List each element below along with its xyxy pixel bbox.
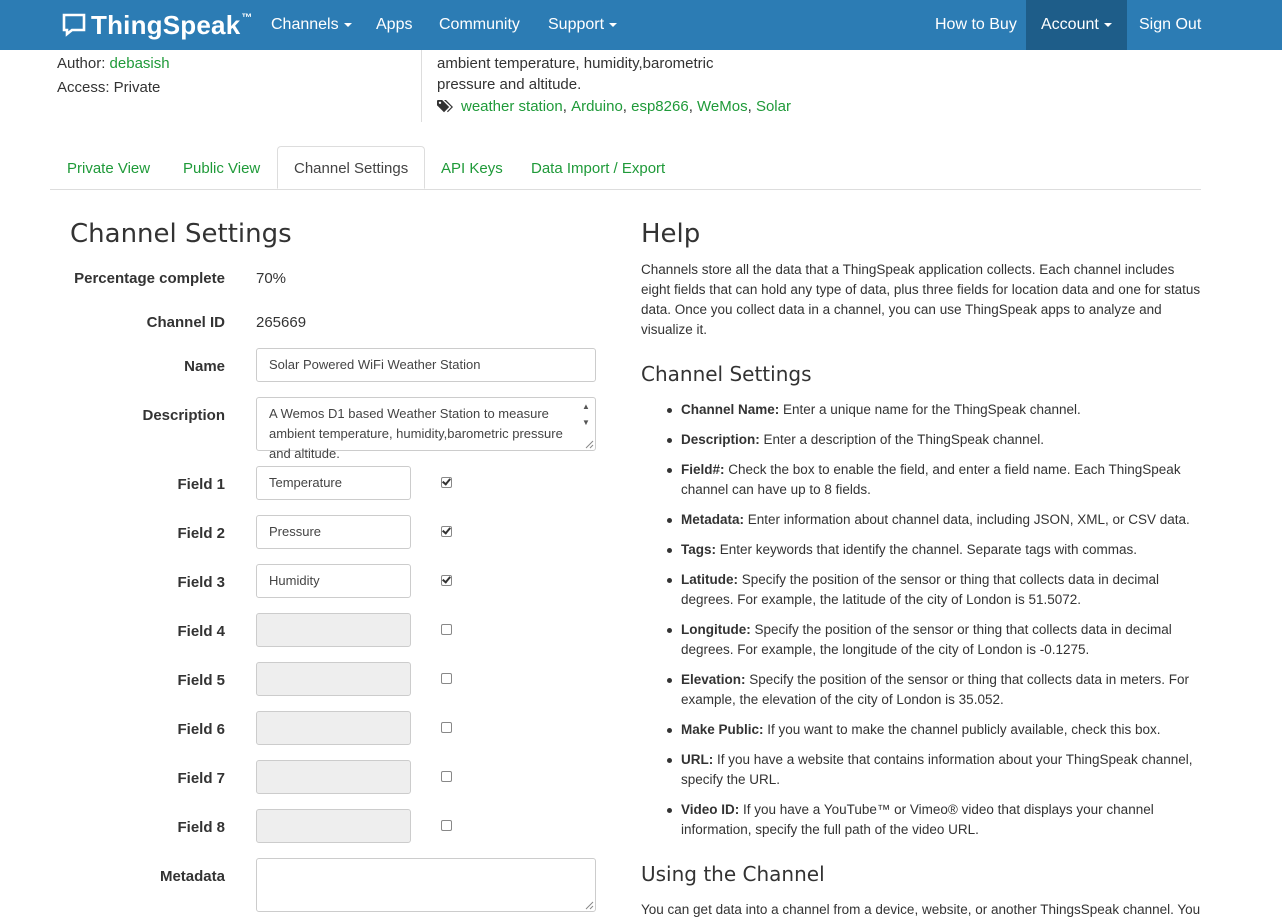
help-using-text: You can get data into a channel from a device, website, or another ThingsSpeak channel. You	[641, 902, 1201, 917]
tab-api-keys[interactable]: API Keys	[441, 160, 503, 177]
field-1-input[interactable]: Temperature	[256, 466, 411, 500]
nav-community[interactable]	[439, 0, 520, 50]
metadata-textarea[interactable]	[256, 858, 596, 912]
channel-id-label: Channel ID	[146, 314, 225, 331]
author-line	[57, 55, 170, 72]
name-input[interactable]: Solar Powered WiFi Weather Station	[256, 348, 596, 382]
help-intro: Channels store all the data that a ThingSpeak application collects. Each channel includes eight fields that can hold any type of data, plus three fields for location data and one for status data. Once you collect data in a channel, you can use ThingSpeak apps to analyze and visualize it.	[641, 262, 1201, 337]
tab-private-view[interactable]: Private View	[67, 160, 151, 177]
channel-id-value: 265669	[256, 314, 307, 331]
field-7-checkbox[interactable]	[441, 771, 452, 782]
field-6-input[interactable]	[256, 711, 411, 745]
channel-description-line-2: pressure and altitude.	[437, 76, 582, 93]
name-label: Name	[184, 358, 225, 375]
field-6-checkbox[interactable]	[441, 722, 452, 733]
list-item: Make Public: If you want to make the channel publicly available, check this box.	[681, 720, 1201, 740]
list-item: Tags: Enter keywords that identify the channel. Separate tags with commas.	[681, 540, 1201, 560]
tab-data-import-export[interactable]: Data Import / Export	[531, 160, 666, 177]
field-8-input[interactable]	[256, 809, 411, 843]
top-navbar	[0, 0, 1282, 50]
nav-sign-out[interactable]	[1139, 0, 1201, 50]
nav-sign-out-label: Sign Out	[1139, 16, 1202, 33]
field-1-checkbox[interactable]	[441, 477, 452, 488]
resize-handle-icon[interactable]	[585, 901, 593, 909]
nav-account[interactable]	[1026, 0, 1127, 50]
list-item: Channel Name: Enter a unique name for the ThingSpeak channel.	[681, 400, 1201, 420]
field-2-label: Field 2	[177, 525, 225, 542]
list-item: Description: Enter a description of the ThingSpeak channel.	[681, 430, 1201, 450]
metadata-label: Metadata	[159, 868, 225, 885]
checkmark-icon	[442, 525, 451, 534]
tag-arduino[interactable]: Arduino	[571, 98, 623, 115]
tab-public-view[interactable]: Public View	[183, 160, 261, 177]
field-5-label: Field 5	[177, 672, 225, 689]
field-5-checkbox[interactable]	[441, 673, 452, 684]
field-7-input[interactable]	[256, 760, 411, 794]
author-label: Author:	[57, 55, 106, 72]
description-text: A Wemos D1 based Weather Station to measure ambient temperature, humidity,barometric pressure and altitude.	[269, 406, 563, 461]
settings-title: Channel Settings	[70, 219, 292, 249]
field-3-input[interactable]: Humidity	[256, 564, 411, 598]
help-title: Help	[641, 219, 701, 249]
field-8-label: Field 8	[177, 819, 225, 836]
channel-description-line-1: ambient temperature, humidity,barometric	[437, 55, 714, 72]
checkmark-icon	[442, 476, 451, 485]
tags-icon	[437, 99, 455, 114]
nav-support-label: Support	[548, 16, 605, 33]
field-1-label: Field 1	[177, 476, 225, 493]
nav-account-label: Account	[1041, 16, 1099, 33]
nav-support[interactable]	[548, 0, 617, 50]
field-3-checkbox[interactable]	[441, 575, 452, 586]
tag-wemos[interactable]: WeMos	[697, 98, 748, 115]
nav-apps-label: Apps	[376, 16, 413, 33]
access-line: Access: Private	[57, 79, 161, 96]
tag-esp8266[interactable]: esp8266	[631, 98, 689, 115]
scroll-up-icon[interactable]: ▲	[582, 402, 590, 411]
brand-trademark: ™	[241, 12, 253, 24]
help-settings-title: Channel Settings	[641, 362, 812, 386]
field-6-label: Field 6	[177, 721, 225, 738]
field-4-input[interactable]	[256, 613, 411, 647]
field-7-label: Field 7	[177, 770, 225, 787]
nav-channels-label: Channels	[271, 16, 339, 33]
author-link[interactable]: debasish	[109, 55, 170, 72]
field-3-label: Field 3	[177, 574, 225, 591]
list-item: URL: If you have a website that contains information about your ThingSpeak channel, specify the URL.	[681, 750, 1201, 790]
percentage-label: Percentage complete	[74, 270, 225, 287]
list-item: Elevation: Specify the position of the sensor or thing that collects data in meters. For example, the elevation of the city of London is 35.052.	[681, 670, 1201, 710]
nav-channels[interactable]	[271, 0, 352, 50]
caret-down-icon	[344, 23, 352, 27]
help-settings-list	[641, 400, 1201, 850]
help-using-title: Using the Channel	[641, 862, 825, 886]
chat-bubble-icon	[62, 13, 86, 37]
field-8-checkbox[interactable]	[441, 820, 452, 831]
tag-weather-station[interactable]: weather station	[461, 98, 563, 115]
brand-name: ThingSpeak	[91, 9, 241, 40]
resize-handle-icon[interactable]	[585, 440, 593, 448]
nav-apps[interactable]	[376, 0, 412, 50]
percentage-value: 70%	[256, 270, 287, 287]
list-item: Metadata: Enter information about channel data, including JSON, XML, or CSV data.	[681, 510, 1201, 530]
caret-down-icon	[609, 23, 617, 27]
field-5-input[interactable]	[256, 662, 411, 696]
list-item: Field#: Check the box to enable the field, and enter a field name. Each ThingSpeak channel can have up to 8 fields.	[681, 460, 1201, 500]
description-label: Description	[142, 407, 225, 424]
caret-down-icon	[1104, 23, 1112, 27]
field-4-checkbox[interactable]	[441, 624, 452, 635]
info-divider	[421, 50, 422, 122]
scroll-down-icon[interactable]: ▼	[582, 418, 590, 427]
nav-how-to-buy-label: How to Buy	[935, 16, 1017, 33]
description-textarea[interactable]	[256, 397, 596, 461]
tag-solar[interactable]: Solar	[755, 98, 791, 115]
field-4-label: Field 4	[177, 623, 225, 640]
checkmark-icon	[442, 574, 451, 583]
list-item: Video ID: If you have a YouTube™ or Vimeo® video that displays your channel information, specify the full path of the video URL.	[681, 800, 1201, 840]
nav-community-label: Community	[439, 16, 520, 33]
tabs-baseline	[50, 189, 1201, 190]
nav-how-to-buy[interactable]	[935, 0, 1017, 50]
brand-logo[interactable]	[62, 9, 252, 41]
list-item: Longitude: Specify the position of the sensor or thing that collects data in decimal degrees. For example, the longitude of the city of London is -0.1275.	[681, 620, 1201, 660]
tab-channel-settings[interactable]: Channel Settings	[277, 146, 425, 189]
field-2-input[interactable]: Pressure	[256, 515, 411, 549]
list-item: Latitude: Specify the position of the sensor or thing that collects data in decimal degrees. For example, the latitude of the city of London is 51.5072.	[681, 570, 1201, 610]
tag-list: weather station , Arduino , esp8266 , WeMos , Solar	[437, 98, 791, 115]
field-2-checkbox[interactable]	[441, 526, 452, 537]
